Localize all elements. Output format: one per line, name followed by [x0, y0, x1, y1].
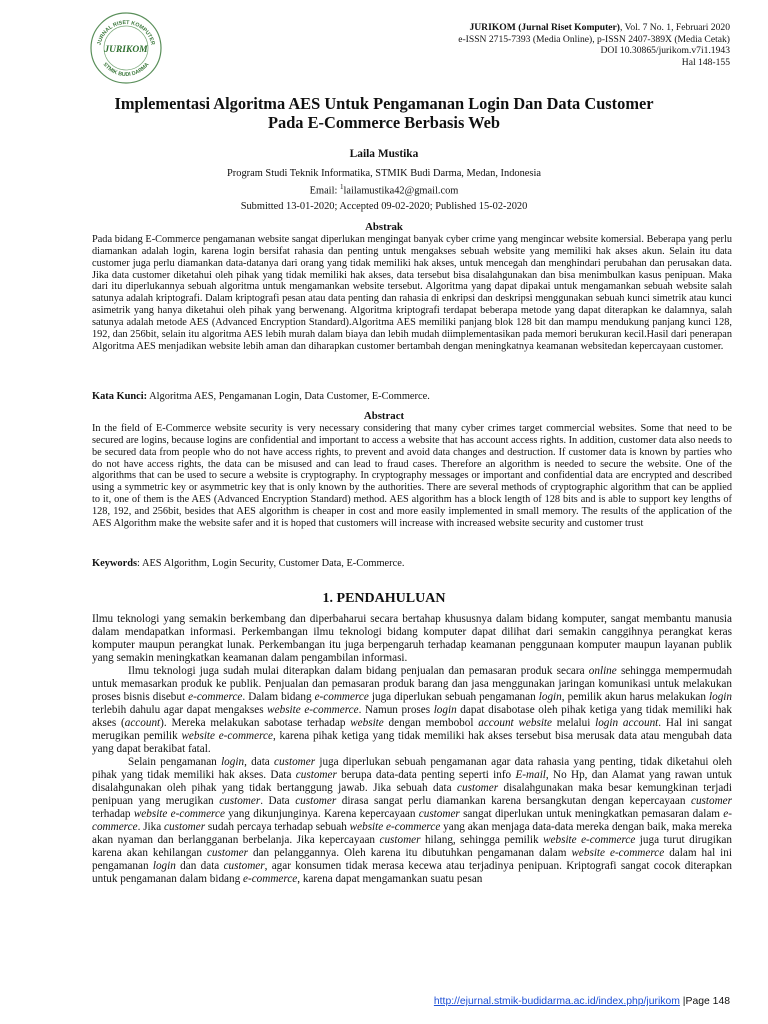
email-superscript: 1	[339, 182, 344, 191]
logo-wordmark: JURIKOM	[104, 45, 148, 55]
author-name: Laila Mustika	[349, 148, 419, 160]
journal-pages: Hal 148-155	[681, 56, 730, 68]
section-title: 1. PENDAHULUAN	[322, 591, 446, 606]
journal-name: JURIKOM (Jurnal Riset Komputer)	[469, 22, 621, 33]
affiliation: Program Studi Teknik Informatika, STMIK Budi Darma, Medan, Indonesia	[227, 168, 541, 179]
keywords	[92, 558, 732, 569]
page-footer	[434, 996, 730, 1007]
kata-kunci	[92, 391, 732, 402]
submission-dates: Submitted 13-01-2020; Accepted 09-02-2020; Published 15-02-2020	[240, 201, 528, 212]
abstrak-text: Pada bidang E-Commerce pengamanan website sangat diperlukan mengingat banyak cyber crime yang mengincar website komersial. Beberapa yang perlu diamankan adalah login, karena login bersifat rahasia dan penting untuk mengakses sebuah website yang memiliki hak akses akun. Selain itu data customer juga perlu diamankan data-datanya dari orang yang tidak memiliki hak akses, untuk mencegah dan menghindari perubahan dan perusakan data. Jika data customer diketahui oleh pihak yang tidak memiliki hak akses, data tersebut bisa disalahgunakan dan bisa menimbulkan kasus penipuan. Maka dari itu diperlukannya sebuah algoritma untuk mengamankan website tersebut. Algoritma yang dapat dipakai untuk mengamankan sebuah website salah satunya adalah kriptografi. Dalam kriptografi pesan atau data penting dan rahasia di enkripsi dan deskripsi menggunakan sebuah kunci simetrik atau kunci asimetrik yang hanya diketahui oleh pihak yang berwenang. Algoritma kriptografi terdapat beberapa metode yang dapat diterapkan ke dalamnya, salah satunya adalah metode AES (Advanced Encryption Standard).Algoritma AES memiliki panjang blok 128 bit dan mampu mendukung panjang kunci 128, 192, dan 256bit, selain itu algoritma AES lebih murah dalam biaya dan lebih mudah diimplementasikan pada memori berukuran kecil.Hasil dari penerapan Algoritma AES menjadikan website lebih aman dan diharapkan customer bertambah dengan meningkatnya keamanan websitedan kepercayaan customer.	[92, 234, 732, 352]
email-label: Email:	[309, 184, 340, 196]
paper-title-line-2: Pada E-Commerce Berbasis Web	[267, 113, 501, 132]
paper-title	[60, 94, 708, 132]
logo-top-text: JURNAL RISET KOMPUTER	[96, 19, 156, 46]
jurikom-logo	[90, 12, 162, 84]
kata-kunci-label: Kata Kunci:	[92, 391, 148, 402]
email-address: lailamustika42@gmail.com	[343, 184, 459, 196]
journal-issn: e-ISSN 2715-7393 (Media Online), p-ISSN 2407-389X (Media Cetak)	[458, 33, 730, 45]
abstrak-heading: Abstrak	[365, 221, 403, 233]
keywords-label: Keywords	[92, 558, 138, 569]
paper-title-line-1: Implementasi Algoritma AES Untuk Pengamanan Login Dan Data Customer	[114, 94, 654, 113]
affiliation-block	[0, 168, 768, 197]
abstract-heading: Abstract	[363, 410, 405, 422]
journal-issue: , Vol. 7 No. 1, Februari 2020	[620, 22, 730, 33]
journal-url-link[interactable]: http://ejurnal.stmik-budidarma.ac.id/index.php/jurikom	[433, 996, 680, 1007]
journal-info	[458, 22, 730, 68]
logo-bottom-text: STMIK BUDI DARMA	[101, 61, 151, 79]
paragraph-3: Selain pengamanan login, data customer juga diperlukan sebuah pengamanan agar data rahasia yang penting, tidak diketahui oleh pihak yang tidak memiliki hak akses. Data customer berupa data-data penting seperti info E-mail, No Hp, dan Alamat yang rawan untuk disalahgunakan oleh pihak yang tidak bertanggung jawab. Jika sebuah data customer disalahgunakan maka besar kemungkinan terjadi penipuan yang merugikan customer. Data customer dirasa sangat perlu diamankan karena bersangkutan dengan kepercayaan customer terhadap website e-commerce yang dikunjunginya. Karena kepercayaan customer sangat diperlukan untuk meningkatkan pemasaran dalam e-commerce. Jika customer sudah percaya terhadap sebuah website e-commerce yang akan menjaga data-data mereka dengan baik, maka mereka akan nyaman dan berlangganan berbelanja. Jika kepercayaan customer hilang, sehingga pemilik website e-commerce juga turut dirugikan karena akan kehilangan customer dan pelanggannya. Oleh karena itu dibutuhkan pengamanan dalam website e-commerce dalam hal ini pengamanan login dan data customer, agar konsumen tidak merasa kecewa atau terjadinya penipuan. Kriptografi sangat cocok diterapkan untuk pengamanan dalam bidang e-commerce, karena dapat mengamankan suatu pesan	[92, 756, 733, 885]
kata-kunci-text: Algoritma AES, Pengamanan Login, Data Customer, E-Commerce.	[147, 391, 430, 402]
paragraph-2: Ilmu teknologi juga sudah mulai diterapkan dalam bidang penjualan dan pemasaran produk secara online sehingga mempermudah untuk memasarkan produk ke publik. Penjualan dan pemasaran produk barang dan jasa menggunakan jaringan komunikasi untuk melakukan proses bisnis disebut e-commerce. Dalam bidang e-commerce juga diperlukan sebuah pengamanan login, pemilik akun harus melakukan login terlebih dahulu agar dapat mengakses website e-commerce. Namun proses login dapat disabotase oleh pihak ketiga yang tidak memiliki hak akses (account). Mereka melakukan sabotase terhadap website dengan membobol account website melalui login account. Hal ini sangat merugikan pemilik website e-commerce, karena pihak ketiga yang tidak memiliki hak akses tersebut bisa merusak data atau mengubah data yang dapat berakibat fatal.	[92, 665, 733, 755]
journal-doi: DOI 10.30865/jurikom.v7i1.1943	[600, 45, 730, 57]
abstract-text: In the field of E-Commerce website security is very necessary considering that many cyber crimes target commercial websites. Some that need to be secured are logins, because logins are confidential and important to access a website that has account access rights. In addition, customer data also needs to be secured data from people who do not have access rights, to prevent and avoid data changes and destruction. If customer data is known by parties who do not have access rights, the data can be misused and can lead to fraud cases. Therefore an algorithm is needed to secure the website. One of the algorithms that can be used to secure a website is cryptography. In cryptography messages or important and confidential data are encrypted and described using a symmetric key or asymmetric key that is only known by the authorities. There are several methods of cryptographic algorithm that can be applied to it, one of them is the AES (Advanced Encryption Standard) method. AES algorithm has a block length of 128 bits and is able to support key lengths of 128, 192, and 256bit, besides that AES algorithm is cheaper in cost and more easily implemented in small memory. The results of the application of the AES Algorithm make the website safer and it is hoped that customers will increase with increased website security and customer trust	[92, 423, 732, 529]
paragraph-1: Ilmu teknologi yang semakin berkembang dan diperbaharui secara bertahap khususnya dalam bidang komputer, sangat membantu manusia dalam mendapatkan informasi. Perkembangan ilmu teknologi bidang komputer dapat dilihat dari semakin canggihnya perangkat keras komputer maupun perangkat lunak. Perkembangan itu juga berpengaruh terhadap keamanan penggunaan komputer maupun layanan publik yang semakin meningkatkan keamanan dalam pengambilan informasi.	[92, 613, 732, 664]
keywords-text: : AES Algorithm, Login Security, Customer Data, E-Commerce.	[137, 558, 405, 569]
page-number: |Page 148	[679, 996, 730, 1007]
section-body	[92, 613, 732, 886]
